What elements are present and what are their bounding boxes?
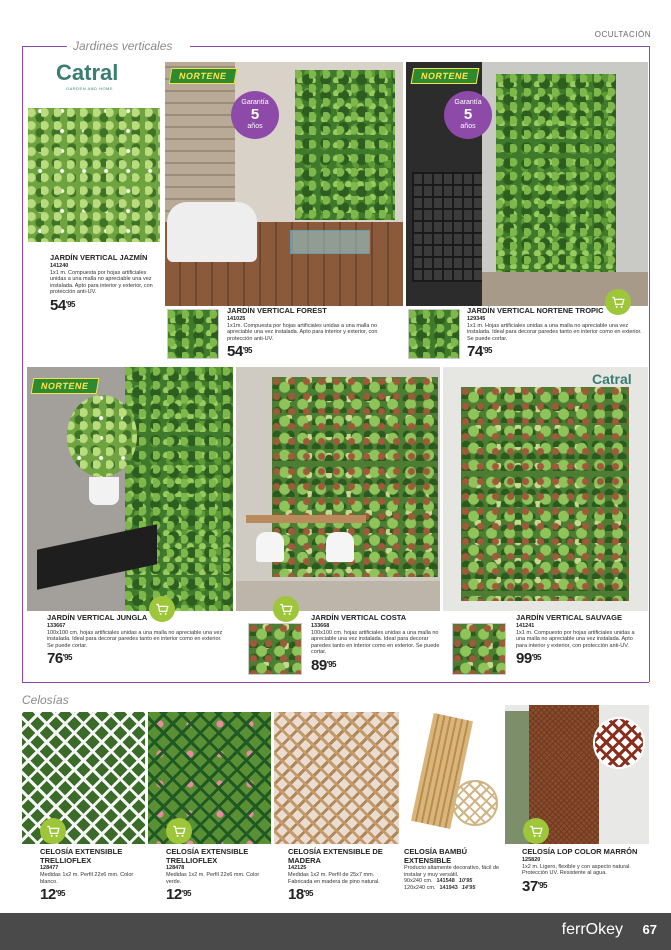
catral-logo: Catral [56,60,119,85]
chair [167,202,257,262]
product-ref: 133668 [311,622,330,629]
cart-icon [279,602,294,617]
garantia-badge: Garantía 5 años [444,91,492,139]
tropic-wall [496,74,616,274]
product-desc: 100x100 cm. hojas artificiales unidas a una malla no apreciable una vez instalada. Ideal para decorar paredes tanto en interior como en exterior. Se puede cortar. [311,629,440,655]
railing [412,172,482,282]
dining-table [246,515,366,523]
lop-detail [593,717,645,769]
product-name: JARDÍN VERTICAL FOREST [227,306,327,315]
product-desc: Producto altamente decorativo, fácil de instalar y muy versátil. [404,865,500,878]
product-madera [288,848,396,903]
forest-thumb [167,309,219,359]
product-name: CELOSÍA EXTENSIBLE TRELLIOFLEX [166,847,249,865]
product-name: JARDÍN VERTICAL COSTA [311,613,407,622]
costa-thumb [248,623,302,675]
add-to-cart-button[interactable] [40,818,66,844]
section-divider [190,46,649,47]
product-ref: 141241 [516,622,535,629]
floor [236,581,440,611]
product-desc: Medidas 1x2 m. Perfil 22x6 mm. Color blanco. [40,872,134,885]
product-ref: 125820 [522,856,541,863]
product-name: JARDÍN VERTICAL SAUVAGE [516,613,622,622]
product-desc: 1x1 m. Compuesto por hojas artificiales unidas a una malla no apreciable una vez instalada. Apto para interior y exterior, con protección anti-UV. [516,629,635,649]
product-trellioflex-blanco [40,848,140,903]
costa-wall [272,377,438,577]
product-name: JARDÍN VERTICAL NORTENE TROPIC [467,306,604,315]
sauvage-thumb [452,623,506,675]
jazmin-photo [28,108,160,242]
section-divider [22,46,67,47]
product-trellioflex-verde [166,848,266,903]
nortene-badge: NORTENE [31,378,99,394]
product-desc: 1x2 m. Ligero, flexible y con aspecto natural. Protección UV. Resistente al agua. [522,863,631,876]
product-ref: 141025 [227,315,246,322]
plant-pot [89,477,119,505]
page-number: 67 [642,922,657,937]
product-price: $54^{'95}$ [50,296,75,314]
table [290,230,370,254]
section-title-jardines: Jardines verticales [73,39,173,53]
dining-chair [326,532,354,562]
section-border [649,46,650,682]
product-price: $74^{'95}$ [467,343,492,360]
stone-wall [165,62,235,222]
product-desc: Medidas 1x2 m. Perfil de 25x7 mm. Fabricada en madera de pino natural. [288,872,380,885]
bambu-photo [404,712,502,844]
product-price: $12^{'95}$ [40,886,65,903]
section-title-celosias: Celosías [22,693,69,707]
product-price: $18^{'95}$ [288,886,313,903]
product-desc: 1x1 m. Hojas artificiales unidas a una malla no apreciable una vez instalada. Ideal para decorar paredes tanto en interior como en exterior. Se puede cortar. [467,322,642,342]
product-jungla [47,614,229,667]
product-desc: 1x1m. Compuesta por hojas artificiales unidas a una malla no apreciable una vez instalada. Apto para interior y exterior, con protección anti-UV. [227,322,378,342]
product-ref: 142125 [288,865,307,871]
product-costa [311,614,441,674]
ferrokey-logo: ferrOkey [561,921,623,938]
plant-leaves [67,395,137,477]
tropic-photo [406,62,648,306]
bambu-row: 120x240 cm. 141943 14'95 [404,884,476,891]
product-desc: Medidas 1x2 m. Perfil 22x6 mm. Color verde. [166,872,260,885]
product-desc: 1x1 m. Compuesta por hojas artificiales unidas a una malla no apreciable una vez instalada. Apto para interior y exterior, con protección anti-UV. [50,269,153,295]
madera-photo [274,712,399,844]
product-ref: 141240 [50,262,69,269]
product-jazmin [50,254,160,314]
product-name: CELOSÍA EXTENSIBLE DE MADERA [288,847,383,865]
garantia-badge: Garantía 5 años [231,91,279,139]
product-lop [522,848,644,895]
product-ref: 128477 [40,865,59,871]
add-to-cart-button[interactable] [273,596,299,622]
dining-chair [256,532,284,562]
catral-subtitle: GARDEN AND HOME [66,86,114,91]
product-price: $12^{'95}$ [166,886,191,903]
product-price: $99^{'95}$ [516,650,541,667]
nortene-badge: NORTENE [411,68,479,84]
product-ref: 128478 [166,865,185,871]
section-divider [22,682,649,683]
jungla-wall [125,367,233,611]
sauvage-photo [443,367,648,611]
section-border [22,46,23,682]
product-tropic [467,307,645,360]
jungla-photo [27,367,233,611]
product-price: $37^{'95}$ [522,877,547,895]
sauvage-wall [461,387,629,601]
page-footer [0,913,671,950]
product-name: JARDÍN VERTICAL JAZMÍN [50,253,148,262]
cart-icon [46,824,61,839]
nortene-badge: NORTENE [169,68,237,84]
bambu-lattice [452,780,498,826]
product-bambu [404,848,504,891]
product-ref: 133667 [47,622,66,629]
product-price: $89^{'95}$ [311,656,336,674]
product-name: CELOSÍA EXTENSIBLE TRELLIOFLEX [40,847,123,865]
add-to-cart-button[interactable] [166,818,192,844]
product-forest [227,307,403,360]
section-category: OCULTACIÓN [594,30,651,39]
product-sauvage [516,614,644,667]
bambu-row: 90x240 cm. 141548 10'95 [404,878,473,884]
forest-photo [165,62,403,306]
product-name: CELOSÍA BAMBÚ EXTENSIBLE [404,847,468,865]
product-desc: 100x100 cm. hojas artificiales unidas a una malla no apreciable una vez instalada. Ideal para decorar paredes tanto en interior como en exterior. Se puede cortar. [47,629,223,649]
catral-logo: Catral [592,371,632,387]
product-name: CELOSÍA LOP COLOR MARRÓN [522,847,638,856]
product-price: $76^{'95}$ [47,650,72,667]
forest-wall [295,70,395,220]
cart-icon [529,824,544,839]
costa-photo [236,367,440,611]
add-to-cart-button[interactable] [523,818,549,844]
product-ref: 129345 [467,315,486,322]
cart-icon [172,824,187,839]
product-name: JARDÍN VERTICAL JUNGLA [47,613,148,622]
tropic-thumb [408,309,460,359]
product-price: $54^{'95}$ [227,343,252,360]
